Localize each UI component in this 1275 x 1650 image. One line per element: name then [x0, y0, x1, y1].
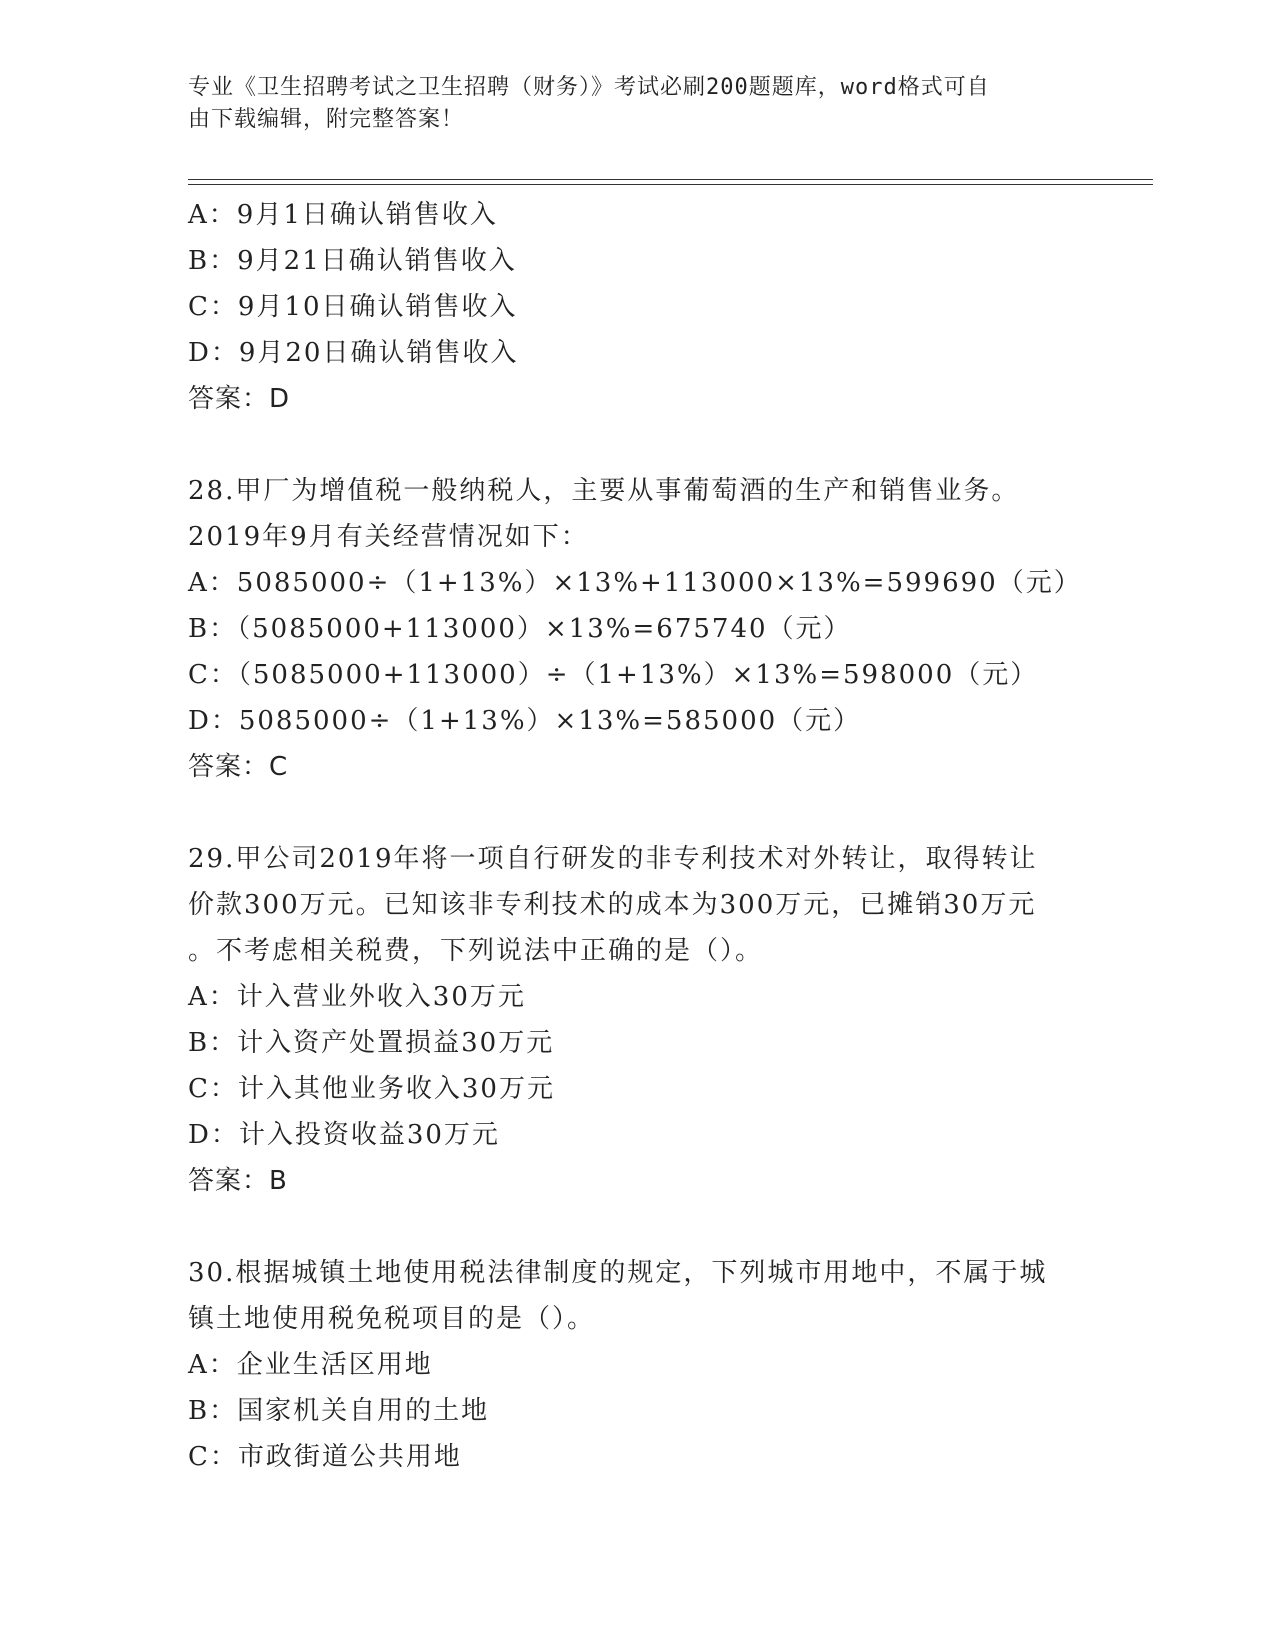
spacer	[188, 790, 1088, 836]
answer-line: 答案：C	[188, 752, 289, 782]
question-29	[188, 836, 1088, 1204]
header-divider-top	[188, 179, 1153, 180]
header-line-1: 专业《卫生招聘考试之卫生招聘（财务）》考试必刷200题题库，word格式可自	[188, 75, 990, 100]
header-divider-bottom	[188, 184, 1153, 185]
spacer	[188, 1204, 1088, 1250]
option-a: A：9月1日确认销售收入	[188, 200, 498, 230]
option-b: B：计入资产处置损益30万元	[188, 1028, 555, 1058]
option-d: D：计入投资收益30万元	[188, 1120, 500, 1150]
question-28	[188, 468, 1088, 790]
option-c: C：9月10日确认销售收入	[188, 292, 518, 322]
option-a: A：5085000÷（1+13%）×13%+113000×13%=599690（元）	[188, 568, 1082, 598]
question-stem-line: 28.甲厂为增值税一般纳税人，主要从事葡萄酒的生产和销售业务。	[188, 476, 1020, 506]
question-stem-line: 价款300万元。已知该非专利技术的成本为300万元，已摊销30万元	[188, 890, 1037, 920]
document-header	[188, 72, 1088, 136]
question-stem-line: 2019年9月有关经营情况如下：	[188, 522, 589, 552]
option-a: A：计入营业外收入30万元	[188, 982, 526, 1012]
question-stem-line: 29.甲公司2019年将一项自行研发的非专利技术对外转让，取得转让	[188, 844, 1038, 874]
option-d: D：9月20日确认销售收入	[188, 338, 519, 368]
option-b: B：9月21日确认销售收入	[188, 246, 517, 276]
question-stem-line: 30.根据城镇土地使用税法律制度的规定，下列城市用地中，不属于城	[188, 1258, 1048, 1288]
option-b: B：（5085000+113000）×13%=675740（元）	[188, 614, 852, 644]
option-a: A：企业生活区用地	[188, 1350, 433, 1380]
question-27	[188, 192, 1088, 422]
option-c: C：（5085000+113000）÷（1+13%）×13%=598000（元）	[188, 660, 1039, 690]
question-stem-line: 。不考虑相关税费，下列说法中正确的是（）。	[188, 936, 764, 966]
option-c: C：计入其他业务收入30万元	[188, 1074, 555, 1104]
header-line-2: 由下载编辑，附完整答案！	[188, 107, 465, 132]
question-30	[188, 1250, 1088, 1480]
spacer	[188, 422, 1088, 468]
question-list	[188, 192, 1088, 1480]
option-d: D：5085000÷（1+13%）×13%=585000（元）	[188, 706, 862, 736]
question-stem-line: 镇土地使用税免税项目的是（）。	[188, 1304, 596, 1334]
answer-line: 答案：D	[188, 384, 291, 414]
option-c: C：市政街道公共用地	[188, 1442, 462, 1472]
option-b: B：国家机关自用的土地	[188, 1396, 490, 1426]
answer-line: 答案：B	[188, 1166, 288, 1196]
